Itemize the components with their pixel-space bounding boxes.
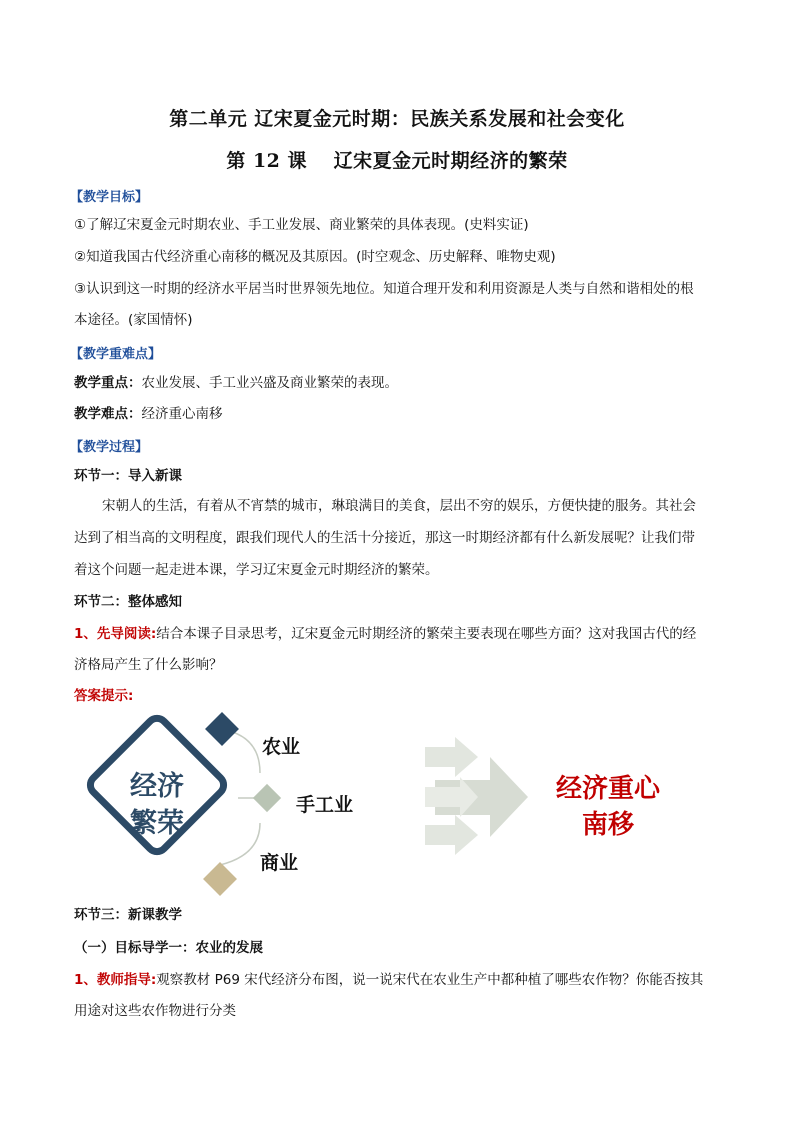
center-text-line1: 经济	[130, 771, 184, 802]
goal-item-3: ③认识到这一时期的经济水平居当时世界领先地位。知道合理开发和利用资源是人类与自然和谐相处的根	[74, 281, 694, 297]
difficulty-text: 经济重心南移	[141, 406, 223, 422]
item-commerce: 商业	[260, 852, 299, 874]
teacher-line-2: 用途对这些农作物进行分类	[74, 1003, 236, 1019]
preread-line-1	[74, 624, 696, 644]
key-point-label: 教学重点：	[74, 375, 142, 391]
intro-line-1: 宋朝人的生活，有着从不宵禁的城市，琳琅满目的美食，层出不穷的娱乐，方便快捷的服务。其社会	[102, 498, 696, 514]
step-3-heading: 环节三：新课教学	[74, 907, 182, 923]
teacher-label: 1、教师指导:	[74, 972, 157, 988]
goal-item-2: ②知道我国古代经济重心南移的概况及其原因。(时空观念、历史解释、唯物史观)	[74, 249, 556, 265]
unit-title: 第二单元 辽宋夏金元时期：民族关系发展和社会变化	[169, 108, 625, 130]
focus-header: 【教学重难点】	[70, 347, 162, 362]
result-line2: 南移	[581, 810, 635, 840]
item-handicraft: 手工业	[296, 794, 354, 816]
intro-line-3: 着这个问题一起走进本课，学习辽宋夏金元时期经济的繁荣。	[74, 562, 439, 578]
preread-line-2: 济格局产生了什么影响？	[74, 657, 223, 673]
step-2-heading: 环节二：整体感知	[74, 594, 182, 610]
goal-item-3-cont: 本途径。(家国情怀)	[74, 312, 193, 328]
key-point	[74, 373, 398, 393]
economy-diagram	[60, 705, 740, 900]
connector-commerce	[220, 823, 260, 865]
center-text-line2: 繁荣	[130, 808, 184, 839]
preread-text-1: 结合本课子目录思考，辽宋夏金元时期经济的繁荣主要表现在哪些方面？这对我国古代的经	[156, 626, 697, 642]
result-line1: 经济重心	[555, 774, 661, 804]
preread-label: 1、先导阅读:	[74, 626, 157, 642]
teacher-text-1: 观察教材 P69 宋代经济分布图，说一说宋代在农业生产中都种植了哪些农作物？你能否按其	[156, 972, 704, 988]
lesson-title: 第 12 课 辽宋夏金元时期经济的繁荣	[226, 150, 568, 172]
difficulty-point	[74, 404, 223, 424]
difficulty-label: 教学难点：	[74, 406, 142, 422]
agri-marker	[205, 712, 239, 746]
arrow-small-1	[425, 737, 478, 777]
intro-line-2: 达到了相当高的文明程度，跟我们现代人的生活十分接近，那这一时期经济都有什么新发展呢？让我们带	[74, 530, 695, 546]
goal-item-1: ①了解辽宋夏金元时期农业、手工业发展、商业繁荣的具体表现。(史料实证)	[74, 217, 529, 233]
diagram-graphic	[60, 705, 740, 900]
step-1-heading: 环节一：导入新课	[74, 468, 182, 484]
teacher-line-1	[74, 970, 703, 990]
process-header: 【教学过程】	[70, 440, 149, 455]
arrow-small-2	[425, 815, 478, 855]
flow-arrows	[425, 737, 528, 855]
key-point-text: 农业发展、手工业兴盛及商业繁荣的表现。	[141, 375, 398, 391]
sub-goal-1-heading: （一）目标导学一：农业的发展	[74, 940, 263, 956]
goals-header: 【教学目标】	[70, 190, 149, 205]
answer-label: 答案提示:	[74, 688, 134, 704]
commerce-marker	[203, 862, 237, 896]
item-agriculture: 农业	[262, 736, 301, 758]
craft-marker	[253, 784, 281, 812]
